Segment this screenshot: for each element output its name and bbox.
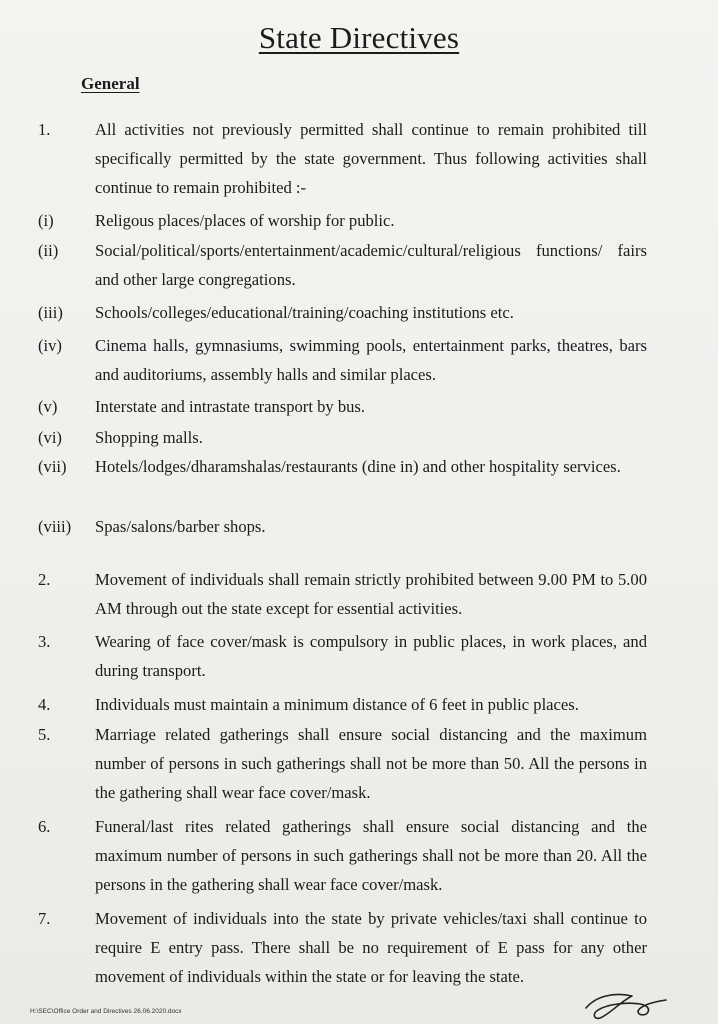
- item-number: 4.: [38, 695, 51, 714]
- section-heading-general: General: [81, 74, 140, 93]
- item-number: 3.: [38, 632, 51, 651]
- signature-mark: [580, 978, 670, 1024]
- item-number: 6.: [38, 817, 51, 836]
- item-number: (viii): [38, 517, 72, 536]
- item-text: Interstate and intrastate transport by bus.: [95, 397, 366, 416]
- item-text: Hotels/lodges/dharamshalas/restaurants (dine in) and other hospitality services.: [95, 457, 621, 476]
- item-text: Wearing of face cover/mask is compulsory in public places, in work places, and during transport.: [95, 632, 647, 680]
- item-number: 2.: [38, 570, 51, 589]
- item-number: (iii): [38, 303, 63, 322]
- item-text: Movement of individuals shall remain strictly prohibited between 9.00 PM to 5.00 AM through out the state except for essential activities.: [95, 570, 647, 618]
- item-text: Cinema halls, gymnasiums, swimming pools, entertainment parks, theatres, bars and auditoriums, assembly halls and similar places.: [95, 336, 647, 384]
- item-text: Spas/salons/barber shops.: [95, 517, 266, 536]
- document-title: State Directives: [258, 20, 460, 55]
- item-text: All activities not previously permitted shall continue to remain prohibited till specifically permitted by the state government. Thus following activities shall continue to remain prohibited :-: [95, 120, 647, 197]
- item-text: Schools/colleges/educational/training/coaching institutions etc.: [95, 303, 514, 322]
- item-number: (vi): [38, 428, 62, 447]
- footer-file-path: H:\SEC\Office Order and Directives 26.06.2020.docx: [30, 1008, 182, 1015]
- item-text: Movement of individuals into the state by private vehicles/taxi shall continue to require E entry pass. There shall be no requirement of E pass for any other movement of individuals within the state or for leaving the state.: [95, 909, 647, 986]
- item-number: (vii): [38, 457, 67, 476]
- item-text: Shopping malls.: [95, 428, 203, 447]
- item-text: Individuals must maintain a minimum distance of 6 feet in public places.: [95, 695, 579, 714]
- item-number: 5.: [38, 725, 51, 744]
- item-number: 7.: [38, 909, 51, 928]
- item-text: Funeral/last rites related gatherings shall ensure social distancing and the maximum number of persons in such gatherings shall not be more than 20. All the persons in the gathering shall wear face cover/mask.: [95, 817, 647, 894]
- item-text: Marriage related gatherings shall ensure social distancing and the maximum number of persons in such gatherings shall not be more than 50. All the persons in the gathering shall wear face cover/mask.: [95, 725, 647, 802]
- item-number: (iv): [38, 336, 62, 355]
- item-number: 1.: [38, 120, 51, 139]
- item-number: (i): [38, 211, 54, 230]
- item-text: Social/political/sports/entertainment/academic/cultural/religious functions/ fairs and other large congregations.: [95, 241, 647, 289]
- item-number: (ii): [38, 241, 59, 260]
- item-text: Religous places/places of worship for public.: [95, 211, 395, 230]
- item-number: (v): [38, 397, 58, 416]
